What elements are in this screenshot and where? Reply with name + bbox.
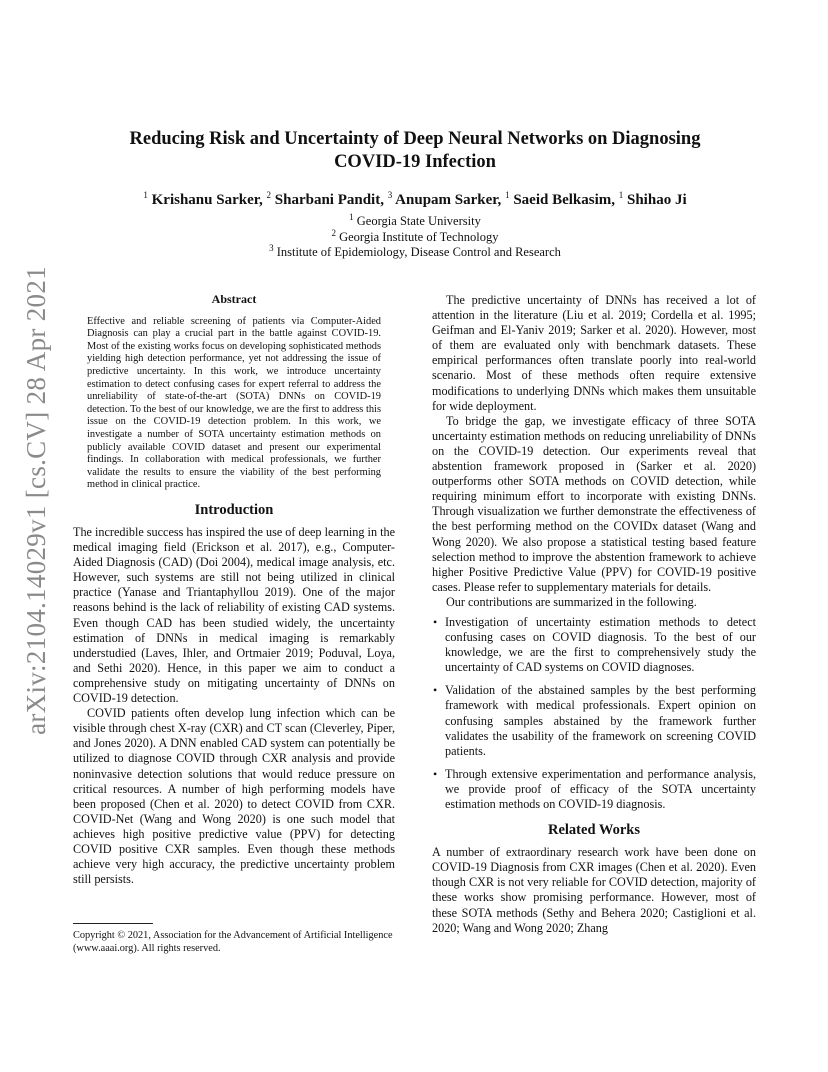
author-name: Shihao Ji	[627, 192, 687, 208]
paper-title	[90, 128, 740, 174]
author-affil-mark: 2	[266, 190, 272, 200]
author-affil-mark: 1	[618, 190, 624, 200]
list-item	[432, 683, 756, 758]
title-line-2: COVID-19 Infection	[334, 152, 496, 172]
abstract-section	[73, 293, 395, 492]
author-affil-mark: 1	[505, 190, 510, 200]
title-block	[90, 128, 740, 261]
arxiv-stamp-text: arXiv:2104.14029v1 [cs.CV] 28 Apr 2021	[20, 265, 51, 735]
affiliation-name: Georgia Institute of Technology	[339, 229, 499, 244]
contribution-text: Through extensive experimentation and performance analysis, we provide proof of efficacy of the SOTA uncertainty estimation methods on COVID-19 diagnosis.	[445, 766, 756, 811]
intro-paragraph-4: To bridge the gap, we investigate efficacy of three SOTA uncertainty estimation methods on reducing unreliability of DNNs on the COVID-19 detection. Our experiments reveal that abstention framework proposed in (Sarker et al. 2020) outperforms other SOTA methods on COVID detection, while requiring minimum effort to incorporate with existing DNNs. Through visualization we further demonstrate the effectiveness of the best performing method on the COVIDx dataset (Wang and Wong 2020). We also propose a statistical testing based feature selection method to improve the abstention framework to achieve higher Positive Predictive Value (PPV) for COVID-19 positive cases. Please refer to supplementary materials for details.	[432, 413, 756, 594]
affiliation-list	[90, 211, 740, 261]
bullet-icon: •	[433, 683, 438, 698]
intro-paragraph-3: The predictive uncertainty of DNNs has received a lot of attention in the literature (Liu et al. 2019; Cordella et al. 1995; Geifman and El-Yaniv 2019; Sarker et al. 2020). However, most of them are evaluated only with benchmark datasets. These empirical performances often translate poorly into real-world scenario. Most of these methods often require extensive modifications to underlying DNNs which makes them unsuitable for wide deployment.	[432, 293, 756, 413]
introduction-heading: Introduction	[194, 501, 274, 518]
affiliation-mark: 2	[331, 227, 336, 238]
affiliation-item	[90, 227, 740, 246]
intro-paragraph-2: COVID patients often develop lung infection which can be visible through chest X-ray (CXR) and CT scan (Cleverley, Piper, and Jones 2020). A DNN enabled CAD system can potentially be utilized to diagnose COVID through CXR analysis and provide noninvasive detection solutions that would reduce pressure on critical resources. A number of high performing models have been proposed (Chen et al. 2020) to detect COVID from CXR. COVID-Net (Wang and Wong 2020) is one such model that achieves high positive predictive value (PPV) for detecting COVID positive CXR samples. Even though these methods achieve very high accuracy, the predictive uncertainty problem still persists.	[73, 706, 395, 887]
contribution-text: Investigation of uncertainty estimation methods to detect confusing cases on COVID diagnosis. To the best of our knowledge, we are the first to comprehensively study the uncertainty of CAD systems on COVID diagnoses.	[445, 614, 756, 675]
right-column	[432, 293, 756, 936]
author-affil-mark: 3	[387, 190, 393, 200]
affiliation-item	[90, 211, 740, 230]
left-column	[73, 293, 395, 887]
author-name: Krishanu Sarker,	[151, 192, 263, 208]
abstract-heading: Abstract	[211, 292, 257, 306]
copyright-footnote	[73, 923, 395, 955]
author-list	[90, 190, 740, 210]
abstract-text: Effective and reliable screening of patients via Computer-Aided Diagnosis can play a crucial part in the battle against COVID-19. Most of the existing works focus on developing sophisticated methods yielding high detection performance, yet not addressing the issue of predictive uncertainty. In this work, we introduce uncertainty estimation to detect confusing cases for expert referral to address the unreliability of state-of-the-art (SOTA) DNNs on COVID-19 detection. To the best of our knowledge, we are the first to address this issue on the COVID-19 detection problem. In this work, we investigate a number of SOTA uncertainty estimation methods on publicly available COVID dataset and present our experimental findings. In collaboration with medical professionals, we further validate the results to ensure the viability of the best performing method in clinical practice.	[87, 315, 381, 491]
author-affil-mark: 1	[143, 190, 148, 200]
related-works-paragraph: A number of extraordinary research work have been done on COVID-19 Diagnosis from CXR images (Chen et al. 2020). Even though CXR is not very reliable for COVID detection, majority of these works show promising performance. However, most of these SOTA methods (Sethy and Behera 2020; Castiglioni et al. 2020; Wang and Wong 2020; Zhang	[432, 845, 756, 935]
contributions-lead: Our contributions are summarized in the following.	[446, 594, 697, 609]
title-line-1: Reducing Risk and Uncertainty of Deep Neural Networks on Diagnosing	[129, 129, 701, 149]
related-works-heading: Related Works	[548, 822, 640, 839]
footnote-rule	[73, 923, 153, 924]
author-name: Saeid Belkasim,	[513, 192, 615, 208]
author-name: Anupam Sarker,	[395, 192, 502, 208]
copyright-text: Copyright © 2021, Association for the Advancement of Artificial Intelligence (www.aaai.org). All rights reserved.	[73, 930, 393, 954]
affiliation-name: Georgia State University	[356, 214, 481, 228]
bullet-icon: •	[433, 614, 438, 629]
list-item	[432, 767, 756, 812]
intro-paragraph-1: The incredible success has inspired the use of deep learning in the medical imaging field (Erickson et al. 2017), e.g., Computer-Aided Diagnosis (CAD) (Doi 2004), medical image analysis, etc. However, such systems are still not being utilized in clinical practice (Yanase and Triantaphyllou 2019). One of the major reasons behind is the lack of reliability of existing CAD systems. Even though CAD has been studied widely, the uncertainty estimation of DNNs in medical imaging is remarkably understudied (Laves, Ihler, and Ortmaier 2019; Poduval, Loya, and Sethi 2020). Hence, in this paper we aim to conduct a comprehensive study on mitigating uncertainty of DNNs on COVID-19 detection.	[73, 525, 395, 706]
affiliation-item	[90, 242, 740, 261]
affiliation-mark: 3	[269, 242, 274, 253]
contributions-list	[432, 615, 756, 812]
arxiv-identifier-stamp	[14, 265, 58, 735]
author-name: Sharbani Pandit,	[274, 192, 384, 208]
list-item	[432, 615, 756, 675]
affiliation-name: Institute of Epidemiology, Disease Control and Research	[276, 245, 561, 259]
contribution-text: Validation of the abstained samples by the best performing framework with medical professionals. Expert opinion on confusing samples abstained by the framework further validates the usability of the framework on screening COVID patients.	[445, 683, 756, 758]
affiliation-mark: 1	[349, 211, 354, 222]
bullet-icon: •	[433, 766, 438, 781]
